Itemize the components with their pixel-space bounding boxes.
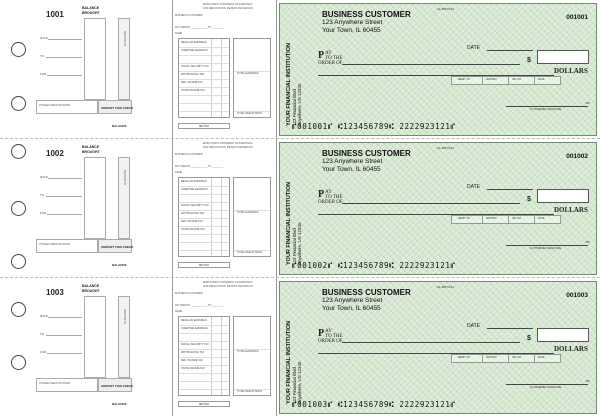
check-number: 001001: [566, 14, 588, 21]
dollars-label: DOLLARS: [554, 206, 588, 214]
check-row-2: [0, 139, 600, 277]
earnings-item: FED. INCOME TAX: [181, 220, 203, 223]
bank-info: [286, 43, 302, 126]
stub-to-line: [46, 196, 82, 197]
stub-deductions-label: OTHER DEDUCTIONS: [39, 242, 71, 246]
fractional-routing: 12-4567/123: [437, 285, 454, 289]
memo-strip: REMIT TO AMOUNT INV. NO. DATE: [451, 76, 561, 85]
mp-label: MP: [585, 379, 590, 383]
stub-other-deductions: [36, 239, 98, 253]
bank-address1: 123 Financial Blvd: [292, 228, 297, 265]
bank-address2: Anywhere, US 12345: [297, 361, 302, 404]
stub-to-line: [46, 335, 82, 336]
bank-name: YOUR FINANCIAL INSTITUTION: [286, 181, 292, 265]
payee-line: [342, 64, 520, 65]
dollar-sign: $: [527, 57, 531, 64]
stub-date-label: DATE: [40, 36, 48, 40]
bank-name: YOUR FINANCIAL INSTITUTION: [286, 320, 292, 404]
bank-address2: Anywhere, US 12345: [297, 222, 302, 265]
balance-brought-label: BALANCE BROUGHT: [82, 6, 100, 15]
earnings-item: WITHHOLDING TAX: [181, 351, 205, 354]
bank-name: YOUR FINANCIAL INSTITUTION: [286, 42, 292, 126]
signature-line: [506, 384, 588, 385]
earnings-item: FED. INCOME TAX: [181, 359, 203, 362]
amount-this-check-label: AMOUNT THIS CHECK: [98, 378, 132, 392]
dollars-label: DOLLARS: [554, 345, 588, 353]
stub-number: 1001: [46, 10, 64, 19]
stub-date-line: [48, 178, 82, 179]
voucher-company: BUSINESS CUSTOMER: [175, 153, 203, 156]
earnings-item: REGULAR EARNINGS: [181, 319, 207, 322]
earnings-item: REGULAR EARNINGS: [181, 180, 207, 183]
customer-address2: Your Town, IL 60455: [322, 166, 381, 173]
signature-label: AUTHORIZED SIGNATURE: [530, 386, 562, 389]
voucher-header: EMPLOYEE'S STATEMENT OF EARNINGS AND DEDUCTIONS. DETACH AND RETAIN: [203, 3, 253, 10]
customer-address2: Your Town, IL 60455: [322, 27, 381, 34]
stub-to-label: TO: [40, 54, 45, 58]
earnings-item: OVERTIME EARNINGS: [181, 327, 208, 330]
voucher-company: BUSINESS CUSTOMER: [175, 14, 203, 17]
date-label: DATE: [467, 184, 480, 190]
balance-label: BALANCE: [112, 402, 127, 406]
amount-this-check-label: AMOUNT THIS CHECK: [98, 239, 132, 253]
micr-line: ⑈001001⑈ ⑆123456789⑆ 2222923121⑈: [292, 122, 456, 131]
date-label: DATE: [467, 45, 480, 51]
amount-this-check-label: AMOUNT THIS CHECK: [98, 100, 132, 114]
stub-other-deductions: [36, 378, 98, 392]
check: [279, 281, 597, 414]
signature-label: AUTHORIZED SIGNATURE: [530, 108, 562, 111]
check: [279, 3, 597, 136]
stub-column: [84, 296, 106, 378]
date-line: [487, 50, 533, 51]
voucher-company: BUSINESS CUSTOMER: [175, 292, 203, 295]
fractional-routing: 12-4567/123: [437, 7, 454, 11]
earnings-item: OVERTIME EARNINGS: [181, 188, 208, 191]
pay-to-label: PAY TO THE ORDER OF: [318, 50, 343, 66]
balance-label: BALANCE: [112, 124, 127, 128]
stub-for-line: [47, 353, 82, 354]
balance-brought-label: BALANCE BROUGHT: [82, 145, 100, 154]
bank-address1: 123 Financial Blvd: [292, 367, 297, 404]
date-line: [487, 189, 533, 190]
check-row-3: [0, 278, 600, 416]
customer-name: BUSINESS CUSTOMER: [322, 288, 411, 297]
customer-address2: Your Town, IL 60455: [322, 305, 381, 312]
stub-column: [84, 18, 106, 100]
payroll-voucher: [173, 0, 277, 138]
payee-line: [342, 203, 520, 204]
payroll-voucher: [173, 278, 277, 416]
stub-for-label: FOR: [40, 350, 47, 354]
payroll-voucher: [173, 139, 277, 277]
earnings-item: REGULAR EARNINGS: [181, 41, 207, 44]
customer-address1: 123 Anywhere Street: [322, 158, 383, 165]
amount-box: [537, 189, 589, 203]
signature-label: AUTHORIZED SIGNATURE: [530, 247, 562, 250]
voucher-header: EMPLOYEE'S STATEMENT OF EARNINGS AND DEDUCTIONS. DETACH AND RETAIN: [203, 142, 253, 149]
stub-deductions-label: OTHER DEDUCTIONS: [39, 381, 71, 385]
deposits-column: [118, 296, 130, 378]
total-deductions-label: TOTAL DEDUCTIONS: [237, 251, 262, 254]
dollar-sign: $: [527, 196, 531, 203]
total-deductions-label: TOTAL DEDUCTIONS: [237, 390, 262, 393]
earnings-item: STATE INCOME TAX: [181, 89, 205, 92]
earnings-item: WITHHOLDING TAX: [181, 212, 205, 215]
voucher-name-label: NAME: [175, 32, 183, 35]
earnings-item: WITHHOLDING TAX: [181, 73, 205, 76]
signature-line: [506, 245, 588, 246]
total-earnings-label: TOTAL EARNINGS: [237, 211, 259, 214]
dollars-label: DOLLARS: [554, 67, 588, 75]
bank-address2: Anywhere, US 12345: [297, 83, 302, 126]
payee-line: [342, 342, 520, 343]
stub-date-line: [48, 39, 82, 40]
total-deductions-label: TOTAL DEDUCTIONS: [237, 112, 262, 115]
check-number: 001003: [566, 292, 588, 299]
date-label: DATE: [467, 323, 480, 329]
memo-strip: REMIT TO AMOUNT INV. NO. DATE: [451, 354, 561, 363]
pay-to-label: PAY TO THE ORDER OF: [318, 189, 343, 205]
earnings-grid: [178, 38, 230, 118]
check-row-1: [0, 0, 600, 138]
earnings-item: SOCIAL SECURITY TAX: [181, 65, 209, 68]
earnings-item: STATE INCOME TAX: [181, 367, 205, 370]
customer-name: BUSINESS CUSTOMER: [322, 149, 411, 158]
stub-to-label: TO: [40, 332, 45, 336]
stub-to-label: TO: [40, 193, 45, 197]
customer-address1: 123 Anywhere Street: [322, 19, 383, 26]
voucher-header: EMPLOYEE'S STATEMENT OF EARNINGS AND DEDUCTIONS. DETACH AND RETAIN: [203, 281, 253, 288]
net-pay-label: NET PAY: [178, 262, 230, 268]
deductions-grid: [233, 38, 271, 118]
earnings-item: FED. INCOME TAX: [181, 81, 203, 84]
deductions-grid: [233, 177, 271, 257]
pay-period-label: PAY PERIOD ____________ TO ________: [175, 165, 224, 168]
stub-for-label: FOR: [40, 72, 47, 76]
deductions-grid: [233, 316, 271, 396]
earnings-grid: [178, 177, 230, 257]
stub-number: 1002: [46, 149, 64, 158]
mp-label: MP: [585, 101, 590, 105]
net-pay-label: NET PAY: [178, 401, 230, 407]
stub-column: [84, 157, 106, 239]
earnings-item: STATE INCOME TAX: [181, 228, 205, 231]
amount-box: [537, 50, 589, 64]
micr-line: ⑈001002⑈ ⑆123456789⑆ 2222923121⑈: [292, 261, 456, 270]
earnings-item: OVERTIME EARNINGS: [181, 49, 208, 52]
voucher-name-label: NAME: [175, 171, 183, 174]
customer-name: BUSINESS CUSTOMER: [322, 10, 411, 19]
deposits-label: DEPOSITS: [123, 170, 127, 186]
amount-box: [537, 328, 589, 342]
stub-number: 1003: [46, 288, 64, 297]
stub-for-line: [47, 214, 82, 215]
pay-period-label: PAY PERIOD ____________ TO ________: [175, 26, 224, 29]
stub-other-deductions: [36, 100, 98, 114]
balance-label: BALANCE: [112, 263, 127, 267]
deposits-label: DEPOSITS: [123, 309, 127, 325]
stub-to-line: [46, 57, 82, 58]
memo-strip: REMIT TO AMOUNT INV. NO. DATE: [451, 215, 561, 224]
stub-for-label: FOR: [40, 211, 47, 215]
earnings-grid: [178, 316, 230, 396]
bank-info: [286, 182, 302, 265]
deposits-label: DEPOSITS: [123, 31, 127, 47]
bank-info: [286, 321, 302, 404]
signature-line: [506, 106, 588, 107]
earnings-item: SOCIAL SECURITY TAX: [181, 204, 209, 207]
total-earnings-label: TOTAL EARNINGS: [237, 350, 259, 353]
dollar-sign: $: [527, 335, 531, 342]
deposits-column: [118, 157, 130, 239]
date-line: [487, 328, 533, 329]
net-pay-label: NET PAY: [178, 123, 230, 129]
stub-date-label: DATE: [40, 175, 48, 179]
check: [279, 142, 597, 275]
bank-address1: 123 Financial Blvd: [292, 89, 297, 126]
voucher-name-label: NAME: [175, 310, 183, 313]
micr-line: ⑈001003⑈ ⑆123456789⑆ 2222923121⑈: [292, 400, 456, 409]
customer-address1: 123 Anywhere Street: [322, 297, 383, 304]
stub-deductions-label: OTHER DEDUCTIONS: [39, 103, 71, 107]
stub-date-label: DATE: [40, 314, 48, 318]
fractional-routing: 12-4567/123: [437, 146, 454, 150]
stub-for-line: [47, 75, 82, 76]
pay-to-label: PAY TO THE ORDER OF: [318, 328, 343, 344]
total-earnings-label: TOTAL EARNINGS: [237, 72, 259, 75]
balance-brought-label: BALANCE BROUGHT: [82, 284, 100, 293]
deposits-column: [118, 18, 130, 100]
stub-date-line: [48, 317, 82, 318]
earnings-item: SOCIAL SECURITY TAX: [181, 343, 209, 346]
mp-label: MP: [585, 240, 590, 244]
check-number: 001002: [566, 153, 588, 160]
pay-period-label: PAY PERIOD ____________ TO ________: [175, 304, 224, 307]
